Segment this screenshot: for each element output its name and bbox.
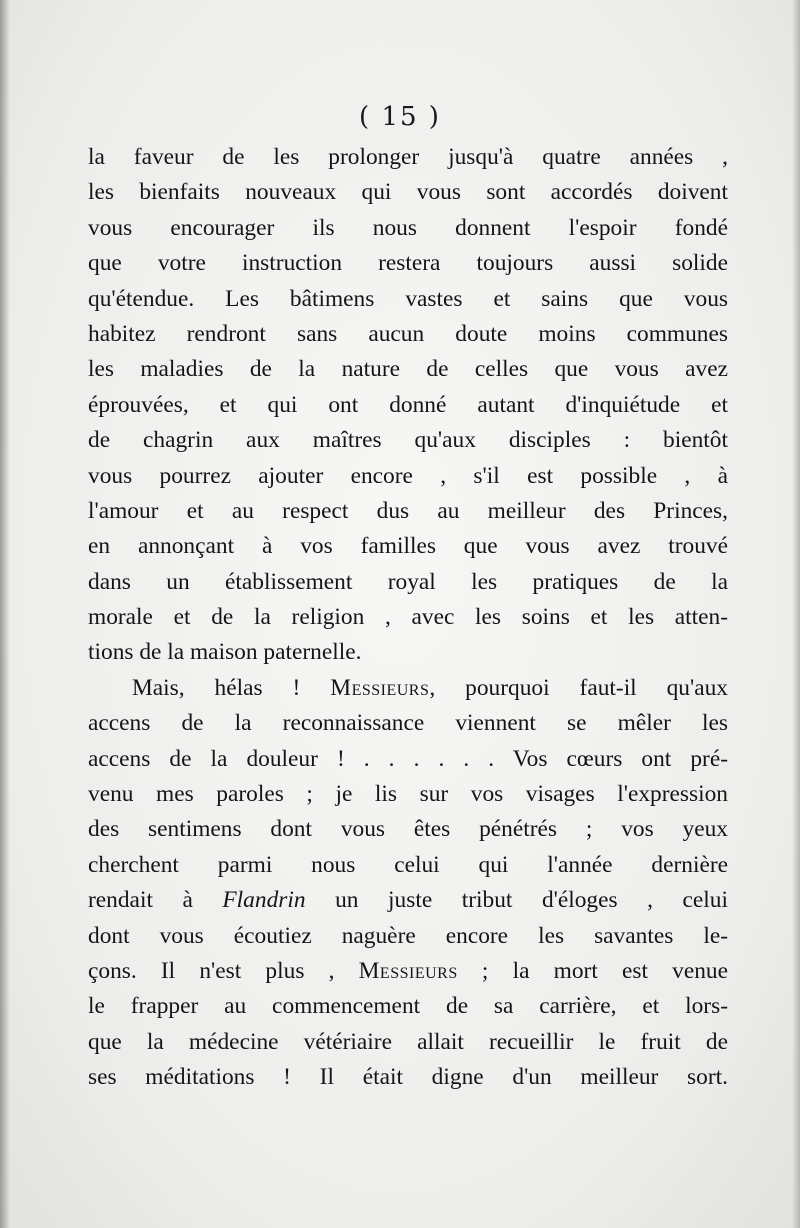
text-line: habitez rendront sans aucun doute moins communes [88, 320, 728, 347]
text-line: l'amour et au respect dus au meilleur des Princes, [88, 497, 728, 524]
text-line: la faveur de les prolonger jusqu'à quatre années , [88, 144, 728, 170]
text-line: ses méditations ! Il était digne d'un meilleur sort. [88, 1064, 728, 1091]
page-number: ( 15 ) [359, 102, 441, 132]
page-right-edge-shadow [792, 0, 800, 1228]
text-fragment: , pourquoi faut-il qu'aux [429, 674, 728, 701]
italic-name: Flandrin [222, 887, 306, 914]
body-text [88, 140, 728, 1096]
text-line: tions de la maison paternelle. [88, 639, 362, 666]
small-caps-word: Messieurs [330, 674, 430, 701]
text-line: dans un établissement royal les pratiques de la [88, 568, 728, 595]
text-line: en annonçant à vos familles que vous avez trouvé [88, 533, 728, 560]
text-line: dont vous écoutiez naguère encore les savantes le- [88, 922, 728, 949]
text-line: le frapper au commencement de sa carrière, et lors- [88, 993, 728, 1020]
text-line: que votre instruction restera toujours aussi solide [88, 250, 728, 277]
text-line: des sentimens dont vous êtes pénétrés ; vos yeux [88, 816, 728, 843]
text-line: les maladies de la nature de celles que vous avez [88, 356, 728, 383]
text-line: accens de la douleur ! . . . . . . Vos cœurs ont pré- [88, 745, 728, 772]
text-line: les bienfaits nouveaux qui vous sont accordés doivent [88, 179, 728, 206]
text-line: éprouvées, et qui ont donné autant d'inquiétude et [88, 391, 728, 418]
text-line: que la médecine vétériaire allait recueillir le fruit de [88, 1028, 728, 1055]
text-fragment: ; la mort est venue [457, 957, 728, 984]
small-caps-word: Messieurs [358, 957, 458, 984]
page-left-edge-shadow [0, 0, 10, 1228]
text-line: cherchent parmi nous celui qui l'année dernière [88, 851, 728, 878]
text-line: vous encourager ils nous donnent l'espoir fondé [88, 214, 728, 241]
text-line: accens de la reconnaissance viennent se mêler les [88, 710, 728, 737]
text-line: venu mes paroles ; je lis sur vos visages l'expression [88, 781, 728, 808]
text-fragment: un juste tribut d'éloges , celui [305, 887, 728, 914]
text-line: de chagrin aux maîtres qu'aux disciples : bientôt [88, 427, 728, 454]
text-line: vous pourrez ajouter encore , s'il est possible , à [88, 462, 728, 489]
text-line [88, 883, 728, 918]
text-line [88, 954, 728, 989]
text-fragment: rendait à [88, 887, 223, 914]
text-fragment: Mais, hélas ! [132, 674, 331, 701]
text-fragment: çons. Il n'est plus , [88, 957, 359, 984]
text-line: morale et de la religion , avec les soins et les atten- [88, 604, 728, 631]
text-line: qu'étendue. Les bâtimens vastes et sains que vous [88, 285, 728, 312]
text-line [88, 671, 728, 706]
